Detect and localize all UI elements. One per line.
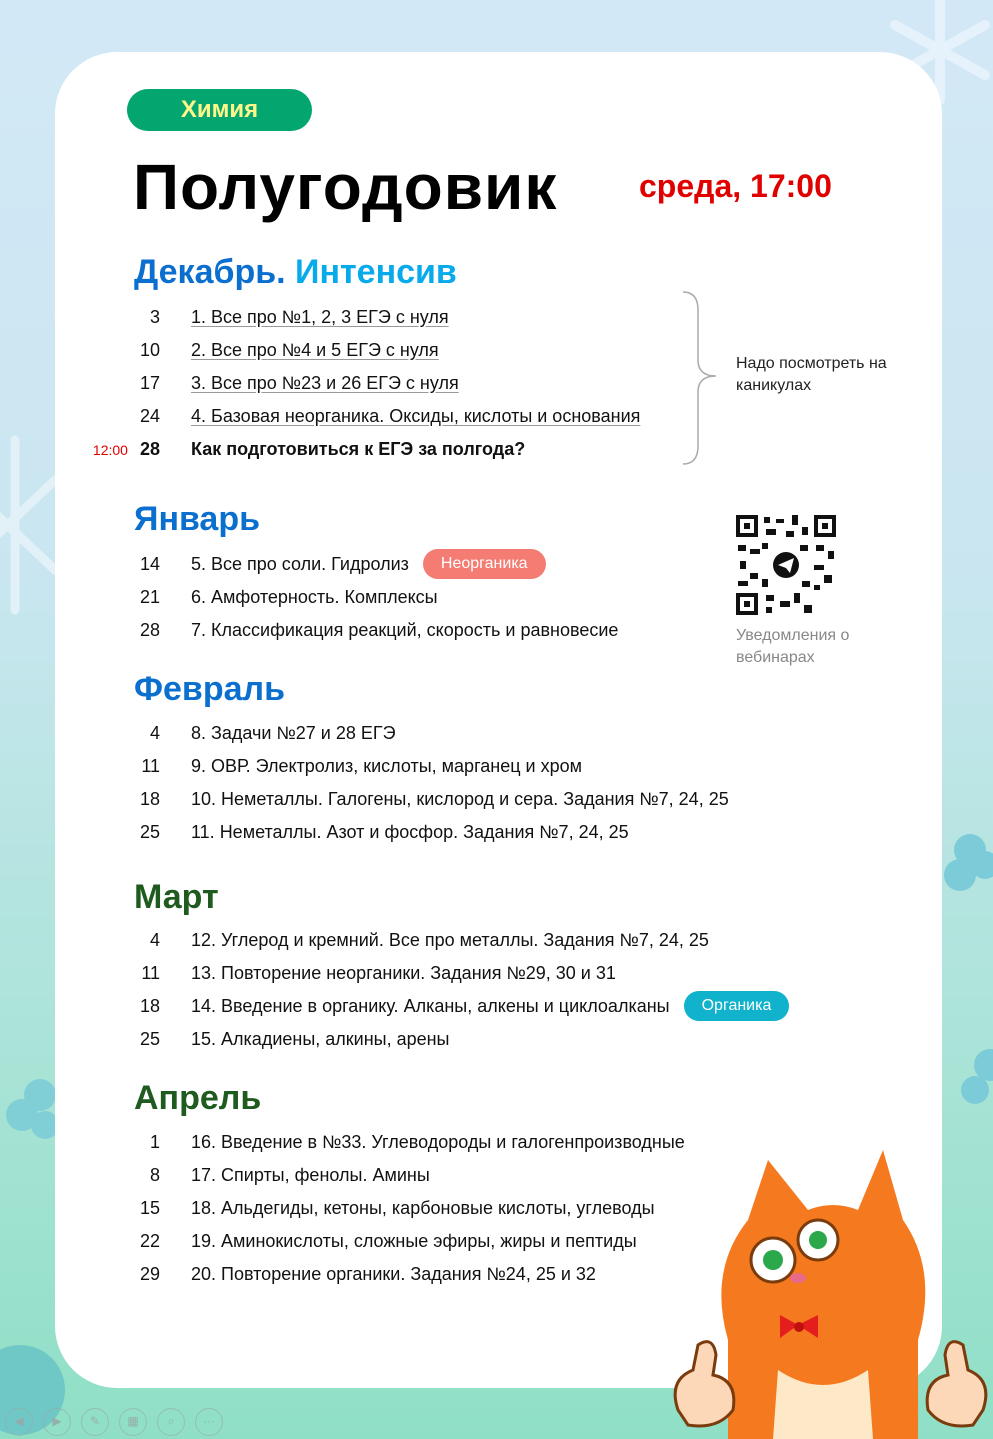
lesson-title: 14. Введение в органику. Алканы, алкены и циклоалканы [191,995,670,1016]
zoom-icon[interactable]: ⌕ [157,1408,185,1436]
month-title-april: Апрель [134,1079,262,1117]
lesson-title[interactable]: 4. Базовая неорганика. Оксиды, кислоты и основания [191,405,641,426]
lesson-date [80,756,160,777]
lesson-date [80,1132,160,1153]
date-number: 10 [139,339,160,360]
lesson-date [80,1264,160,1285]
lesson-date [80,373,160,394]
lesson-date [80,822,160,843]
lesson-row [80,817,629,847]
lesson-date [80,340,160,361]
lesson-time: 12:00 [92,441,128,458]
lesson-row [80,718,396,748]
lesson-date [80,723,160,744]
lesson-row[interactable] [80,302,449,332]
qr-code[interactable] [736,515,836,615]
date-number: 15 [139,1197,160,1218]
lesson-date [80,1165,160,1186]
lesson-title: 8. Задачи №27 и 28 ЕГЭ [191,722,396,743]
lesson-date [80,307,160,328]
lesson-title[interactable]: 2. Все про №4 и 5 ЕГЭ с нуля [191,339,439,360]
lesson-title: 18. Альдегиды, кетоны, карбоновые кислоты, углеводы [191,1197,655,1218]
lesson-title: 5. Все про соли. Гидролиз [191,553,409,574]
date-number: 11 [141,962,160,983]
lesson-title: 7. Классификация реакций, скорость и равновесие [191,619,619,640]
lesson-row [80,1160,430,1190]
date-number: 3 [149,306,160,327]
lesson-row [80,549,546,579]
snowflake-decoration [0,430,60,620]
month-title-january: Январь [134,500,261,538]
month-title-march: Март [134,878,219,916]
slides-icon[interactable]: ▦ [119,1408,147,1436]
date-number: 11 [141,755,160,776]
lesson-row [80,784,729,814]
lesson-date [80,930,160,951]
lesson-date [80,996,160,1017]
date-number: 25 [139,821,160,842]
lesson-title: 6. Амфотерность. Комплексы [191,586,438,607]
date-number: 4 [149,722,160,743]
date-number: 21 [139,586,160,607]
date-number: 18 [139,788,160,809]
month-title: Декабрь. [134,253,286,291]
lesson-date [80,587,160,608]
lesson-title: 11. Неметаллы. Азот и фосфор. Задания №7, 24, 25 [191,821,629,842]
date-number: 8 [149,1164,160,1185]
lesson-date [80,554,160,575]
lesson-row [80,1024,450,1054]
lesson-title: 12. Углерод и кремний. Все про металлы. Задания №7, 24, 25 [191,929,709,950]
lesson-row [80,958,616,988]
lesson-date [80,406,160,427]
lesson-date [80,620,160,641]
lesson-title: 15. Алкадиены, алкины, арены [191,1028,450,1049]
date-number: 28 [139,438,160,459]
month-title-february: Февраль [134,670,286,708]
more-icon[interactable]: ··· [195,1408,223,1436]
previous-icon[interactable]: ◀ [5,1408,33,1436]
lesson-row [80,1127,685,1157]
date-number: 14 [139,553,160,574]
lesson-date [80,789,160,810]
lesson-title[interactable]: 3. Все про №23 и 26 ЕГЭ с нуля [191,372,459,393]
lesson-row [80,1226,637,1256]
lesson-row [80,1193,655,1223]
lesson-row [80,925,709,955]
lesson-row[interactable] [80,335,439,365]
lesson-date [80,1231,160,1252]
next-icon[interactable]: ▶ [43,1408,71,1436]
date-number: 4 [149,929,160,950]
lesson-date [80,1029,160,1050]
lesson-row [80,1259,596,1289]
cat-mascot-illustration [668,1140,993,1439]
topic-tag: Органика [684,991,790,1021]
lesson-row [80,615,618,645]
lesson-title: 20. Повторение органики. Задания №24, 25 и 32 [191,1263,596,1284]
lesson-title[interactable]: 1. Все про №1, 2, 3 ЕГЭ с нуля [191,306,449,327]
lesson-title: 19. Аминокислоты, сложные эфиры, жиры и пептиды [191,1230,637,1251]
brace-icon [680,290,730,466]
lesson-row [80,434,525,464]
date-number: 17 [139,372,160,393]
schedule-time: среда, 17:00 [639,168,832,204]
date-number: 29 [139,1263,160,1284]
lesson-title: 10. Неметаллы. Галогены, кислород и сера. Задания №7, 24, 25 [191,788,729,809]
watch-note: Надо посмотреть на каникулах [736,355,887,394]
date-number: 18 [139,995,160,1016]
flower-decoration [940,820,993,1120]
qr-caption: Уведомления о вебинарах [736,627,850,666]
section-subtitle: Интенсив [295,253,457,291]
lesson-title: 16. Введение в №33. Углеводороды и галогенпроизводные [191,1131,685,1152]
lesson-title: 17. Спирты, фенолы. Амины [191,1164,430,1185]
lesson-title: 9. ОВР. Электролиз, кислоты, марганец и хром [191,755,582,776]
page-title: Полугодовик [133,151,558,223]
lesson-title: Как подготовиться к ЕГЭ за полгода? [191,438,526,459]
lesson-date [80,1198,160,1219]
lesson-title: 13. Повторение неорганики. Задания №29, 30 и 31 [191,962,616,983]
lesson-row[interactable] [80,401,640,431]
lesson-row [80,751,582,781]
topic-tag: Неорганика [423,549,546,579]
date-number: 22 [139,1230,160,1251]
lesson-date [80,439,160,460]
date-number: 28 [139,619,160,640]
date-number: 1 [149,1131,160,1152]
pen-icon[interactable]: ✎ [81,1408,109,1436]
lesson-date [80,963,160,984]
lesson-row [80,582,438,612]
subject-badge: Химия [127,89,312,131]
section-title-december [134,253,457,292]
date-number: 25 [139,1028,160,1049]
lesson-row[interactable] [80,368,459,398]
date-number: 24 [139,405,160,426]
lesson-row [80,991,789,1021]
